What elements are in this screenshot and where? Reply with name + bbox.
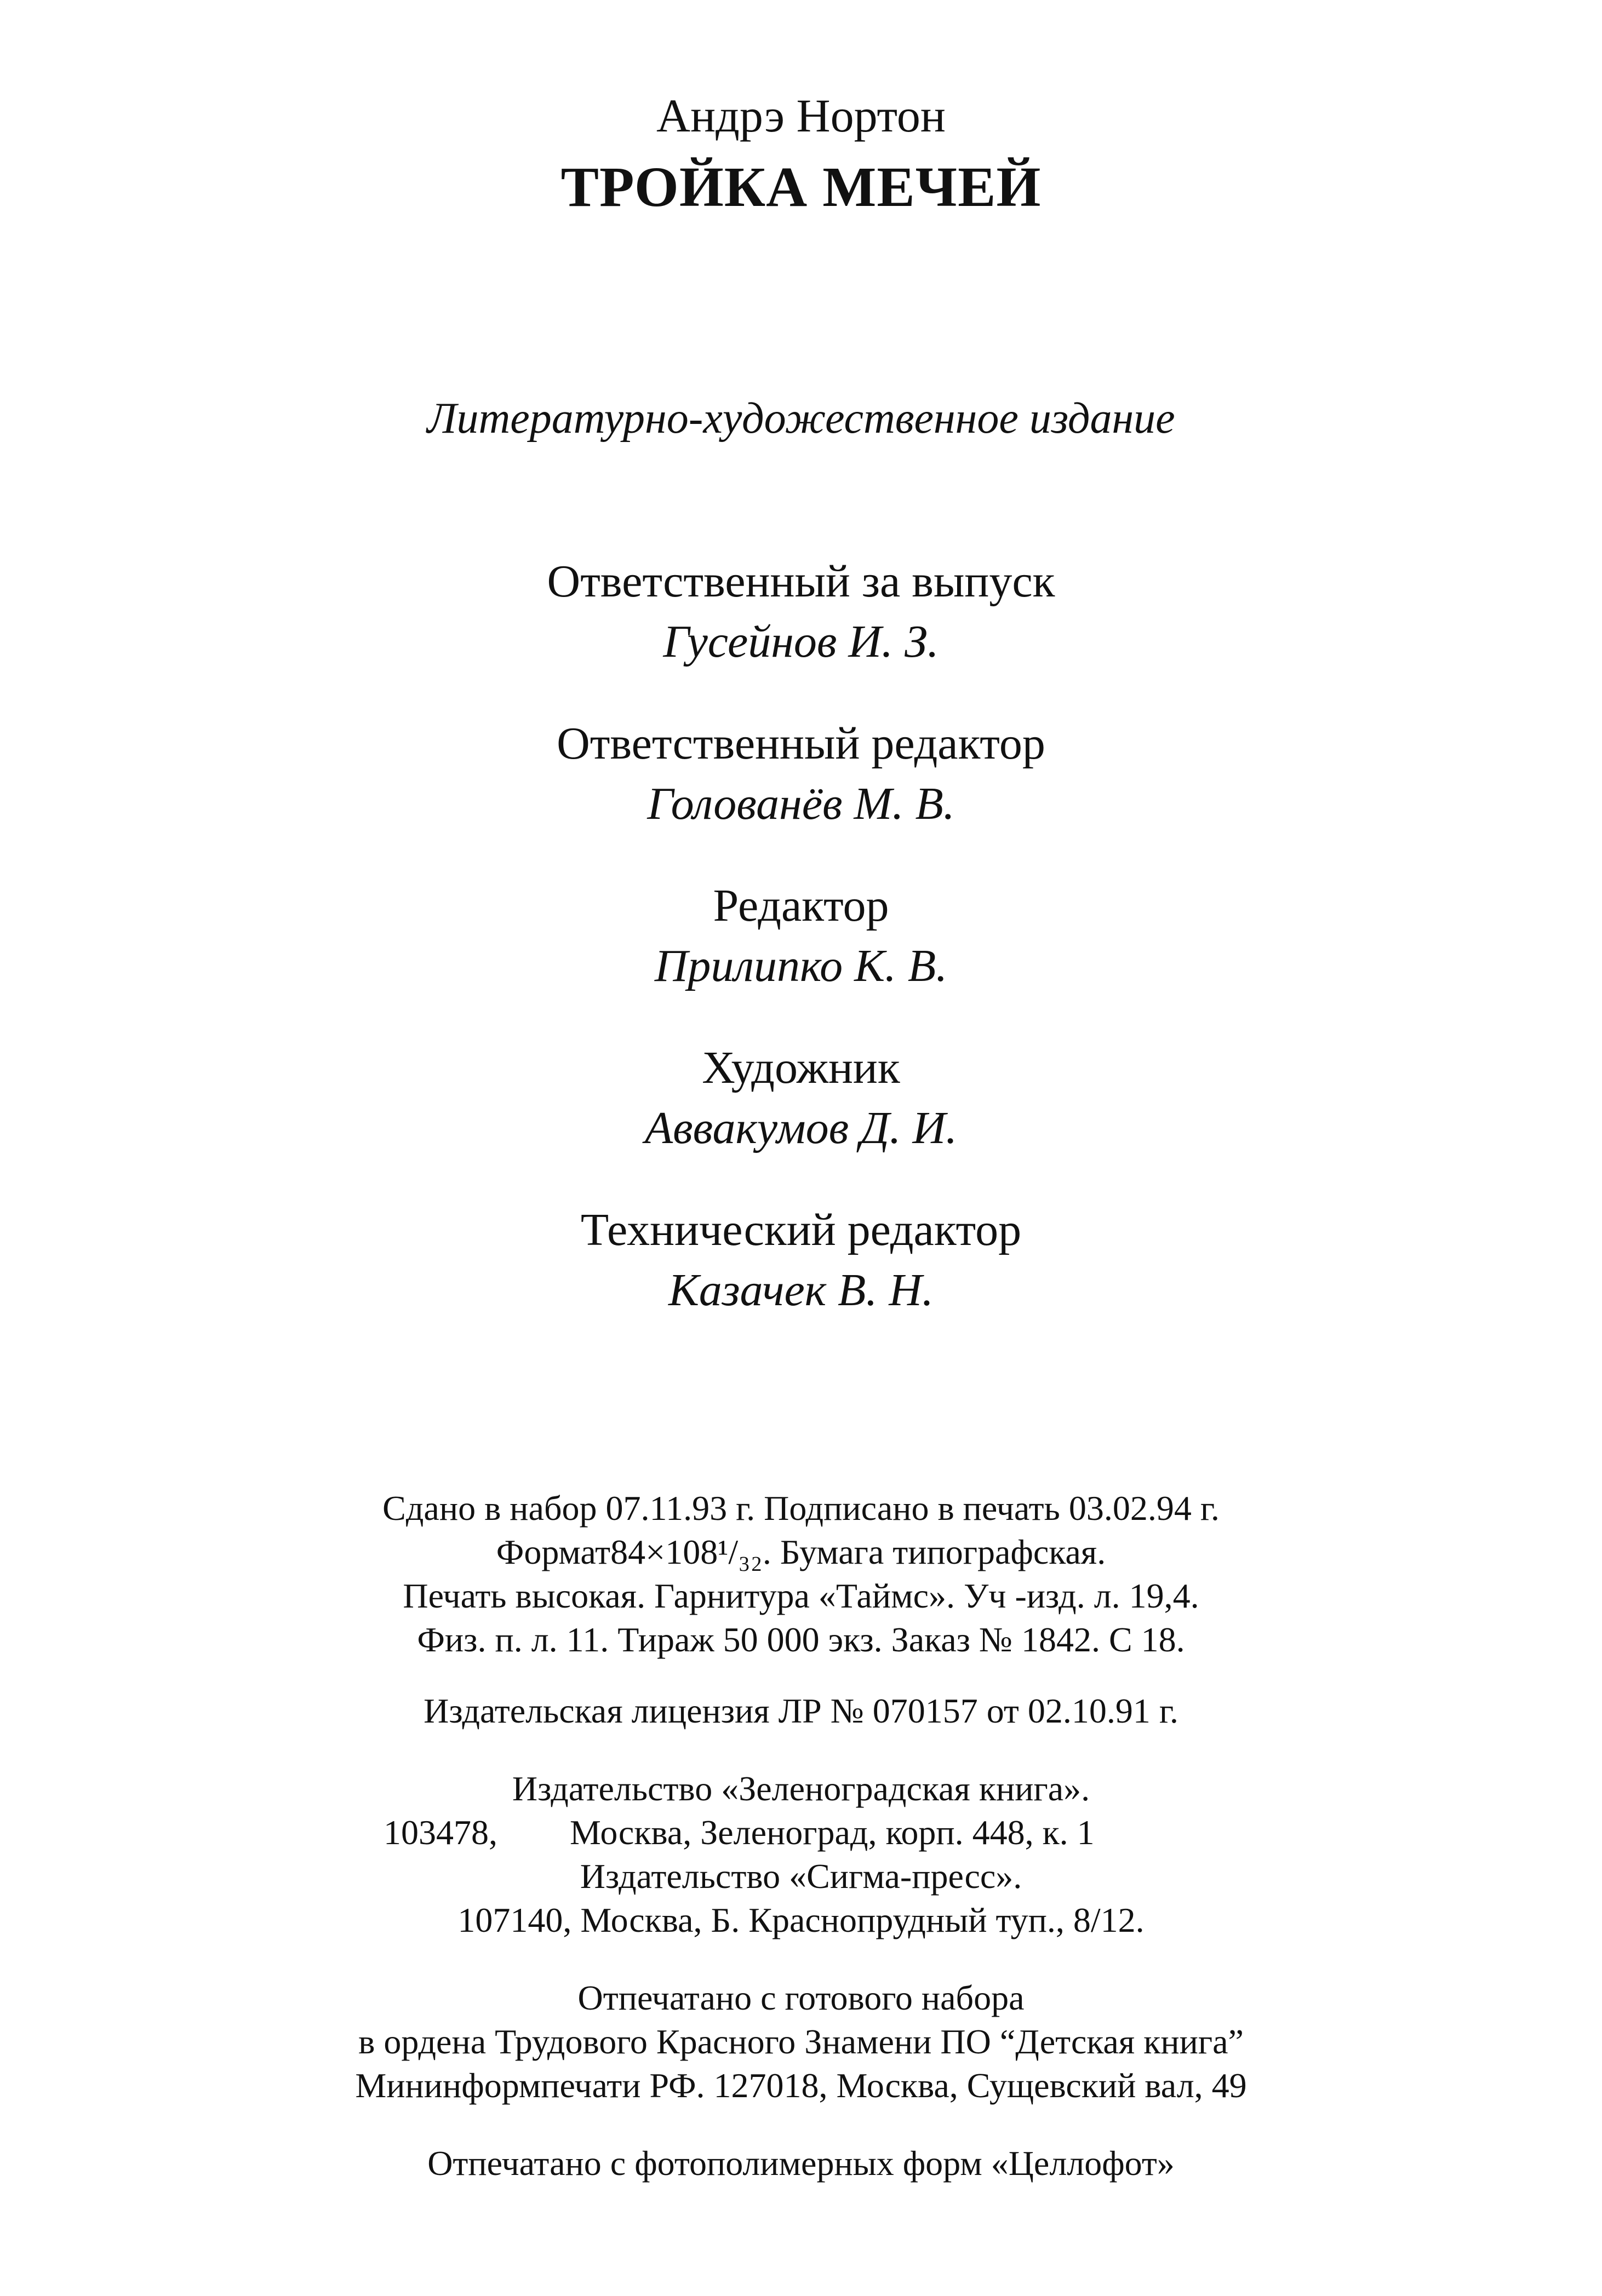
printer-line-2: в ордена Трудового Красного Знамени ПО “Детская книга” bbox=[358, 2022, 1244, 2061]
publisher-2-name: Издательство «Сигма-пресс». bbox=[580, 1857, 1022, 1896]
publisher-1-zip: 103478, bbox=[384, 1813, 497, 1852]
printer-line-3: Мининформпечати РФ. 127018, Москва, Сущевский вал, 49 bbox=[355, 2066, 1247, 2105]
print-details-line-4: Физ. п. л. 11. Тираж 50 000 экз. Заказ № 1842. С 18. bbox=[417, 1620, 1185, 1659]
credit-role-chief-editor: Ответственный редактор bbox=[557, 718, 1045, 769]
credit-role-artist: Художник bbox=[702, 1042, 900, 1093]
plates-note: Отпечатано с фотополимерных форм «Целлофот» bbox=[427, 2144, 1175, 2183]
credit-role-editor: Редактор bbox=[713, 880, 889, 931]
printer-line-1: Отпечатано с готового набора bbox=[577, 1978, 1025, 2017]
credit-role-tech-editor: Технический редактор bbox=[580, 1204, 1022, 1255]
edition-type: Литературно-художественное издание bbox=[427, 394, 1175, 443]
credit-role-release: Ответственный за выпуск bbox=[547, 556, 1055, 607]
credit-person-chief-editor: Голованёв М. В. bbox=[647, 778, 955, 829]
book-author: Андрэ Нортон bbox=[656, 89, 946, 142]
publisher-1-name: Издательство «Зеленоградская книга». bbox=[512, 1769, 1090, 1808]
publisher-1-address: Москва, Зеленоград, корп. 448, к. 1 bbox=[570, 1813, 1095, 1852]
credit-person-release: Гусейнов И. З. bbox=[663, 616, 939, 667]
print-details-line-3: Печать высокая. Гарнитура «Таймс». Уч -изд. л. 19,4. bbox=[403, 1576, 1199, 1615]
credit-person-editor: Прилипко К. В. bbox=[654, 940, 948, 991]
print-details-line-1: Сдано в набор 07.11.93 г. Подписано в печать 03.02.94 г. bbox=[382, 1489, 1220, 1528]
publisher-2-address: 107140, Москва, Б. Краснопрудный туп., 8/12. bbox=[457, 1901, 1145, 1939]
print-details-line-2: Формат84×108¹/₃₂. Бумага типографская. bbox=[496, 1532, 1106, 1571]
publishing-license: Издательская лицензия ЛР № 070157 от 02.10.91 г. bbox=[424, 1691, 1178, 1730]
credit-person-artist: Аввакумов Д. И. bbox=[644, 1103, 958, 1153]
book-title: ТРОЙКА МЕЧЕЙ bbox=[560, 156, 1042, 219]
credit-person-tech-editor: Казачек В. Н. bbox=[668, 1265, 934, 1316]
